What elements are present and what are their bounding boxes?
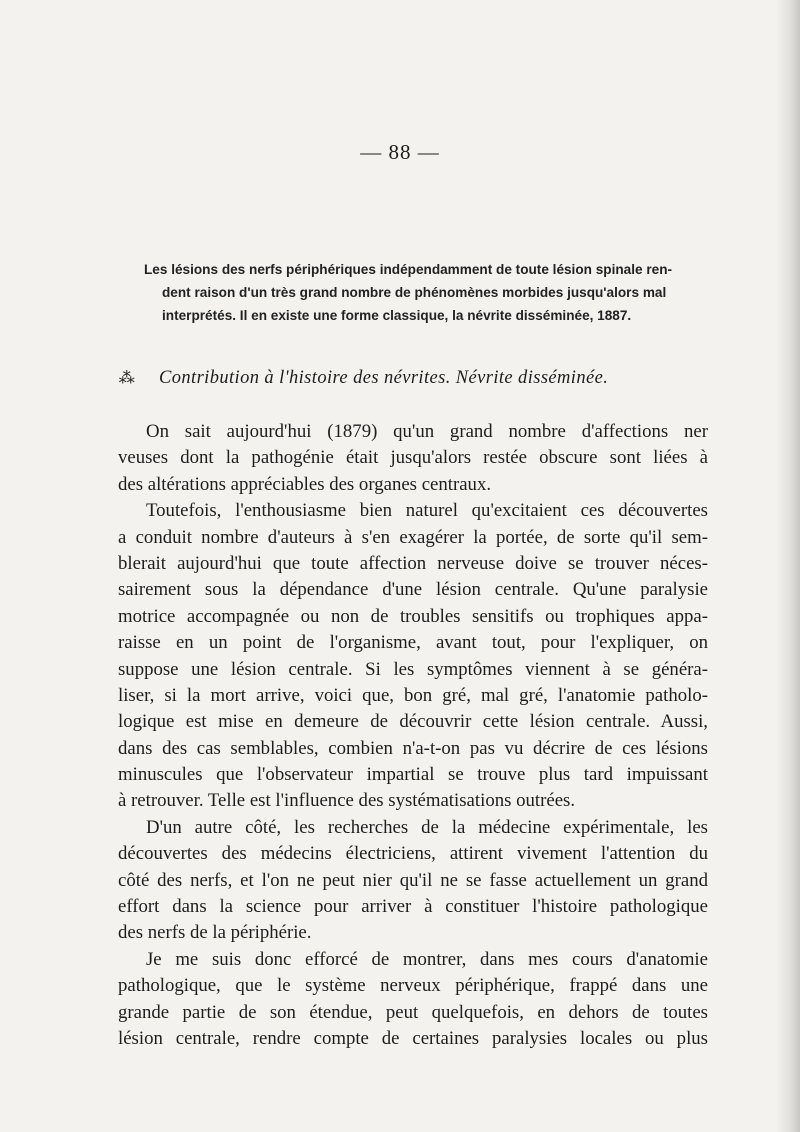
body-line: lésion centrale, rendre compte de certaines paralysies locales ou plus (118, 1027, 708, 1049)
body-line: raisse en un point de l'organisme, avant tout, pour l'expliquer, on (118, 632, 708, 654)
body-line: découvertes des médecins électriciens, attirent vivement l'attention du (118, 843, 708, 865)
body-line: sairement sous la dépendance d'une lésion centrale. Qu'une paralysie (118, 579, 708, 601)
body-line: a conduit nombre d'auteurs à s'en exagérer la portée, de sorte qu'il sem- (118, 526, 708, 548)
body-line: à retrouver. Telle est l'influence des systématisations outrées. (118, 790, 576, 812)
body-line: pathologique, que le système nerveux périphérique, frappé dans une (118, 975, 708, 997)
body-line: dans des cas semblables, combien n'a-t-on pas vu décrire de ces lésions (118, 737, 708, 759)
chapter-summary (144, 258, 673, 327)
body-line: blerait aujourd'hui que toute affection nerveuse doive se trouver néces- (118, 552, 708, 574)
summary-line: interprétés. Il en existe une forme classique, la névrite disséminée, 1887. (162, 308, 632, 323)
body-line: suppose une lésion centrale. Si les symptômes viennent à se généra- (118, 658, 708, 680)
body-line: effort dans la science pour arriver à constituer l'histoire pathologique (118, 896, 708, 918)
body-line: liser, si la mort arrive, voici que, bon gré, mal gré, l'anatomie patholo- (118, 684, 708, 706)
body-line: Je me suis donc efforcé de montrer, dans mes cours d'anatomie (146, 948, 708, 970)
summary-line: dent raison d'un très grand nombre de phénomènes morbides jusqu'alors mal (162, 285, 667, 300)
page-number: — 88 — (360, 140, 440, 164)
section-title-text: Contribution à l'histoire des névrites. Névrite disséminée. (159, 368, 609, 388)
summary-line: Les lésions des nerfs périphériques indépendamment de toute lésion spinale ren- (144, 262, 673, 277)
body-line: minuscules que l'observateur impartial se trouve plus tard impuissant (118, 764, 708, 786)
asterism-icon: ⁂ (118, 370, 136, 387)
body-line: logique est mise en demeure de découvrir cette lésion centrale. Aussi, (118, 711, 708, 733)
body-line: Toutefois, l'enthousiasme bien naturel qu'excitaient ces découvertes (146, 500, 708, 522)
body-line: côté des nerfs, et l'on ne peut nier qu'il ne se fasse actuellement un grand (118, 869, 708, 891)
body-line: veuses dont la pathogénie était jusqu'alors restée obscure sont liées à (118, 447, 708, 469)
body-line: des altérations appréciables des organes centraux. (118, 473, 492, 495)
scan-edge-shadow (776, 0, 800, 1132)
body-line: D'un autre côté, les recherches de la médecine expérimentale, les (146, 816, 708, 838)
body-text (118, 419, 708, 1052)
body-line: motrice accompagnée ou non de troubles sensitifs ou trophiques appa- (118, 605, 708, 627)
body-line: des nerfs de la périphérie. (118, 922, 312, 944)
section-heading (115, 368, 675, 389)
body-line: On sait aujourd'hui (1879) qu'un grand nombre d'affections ner (146, 421, 708, 442)
body-line: grande partie de son étendue, peut quelquefois, en dehors de toutes (118, 1001, 708, 1023)
